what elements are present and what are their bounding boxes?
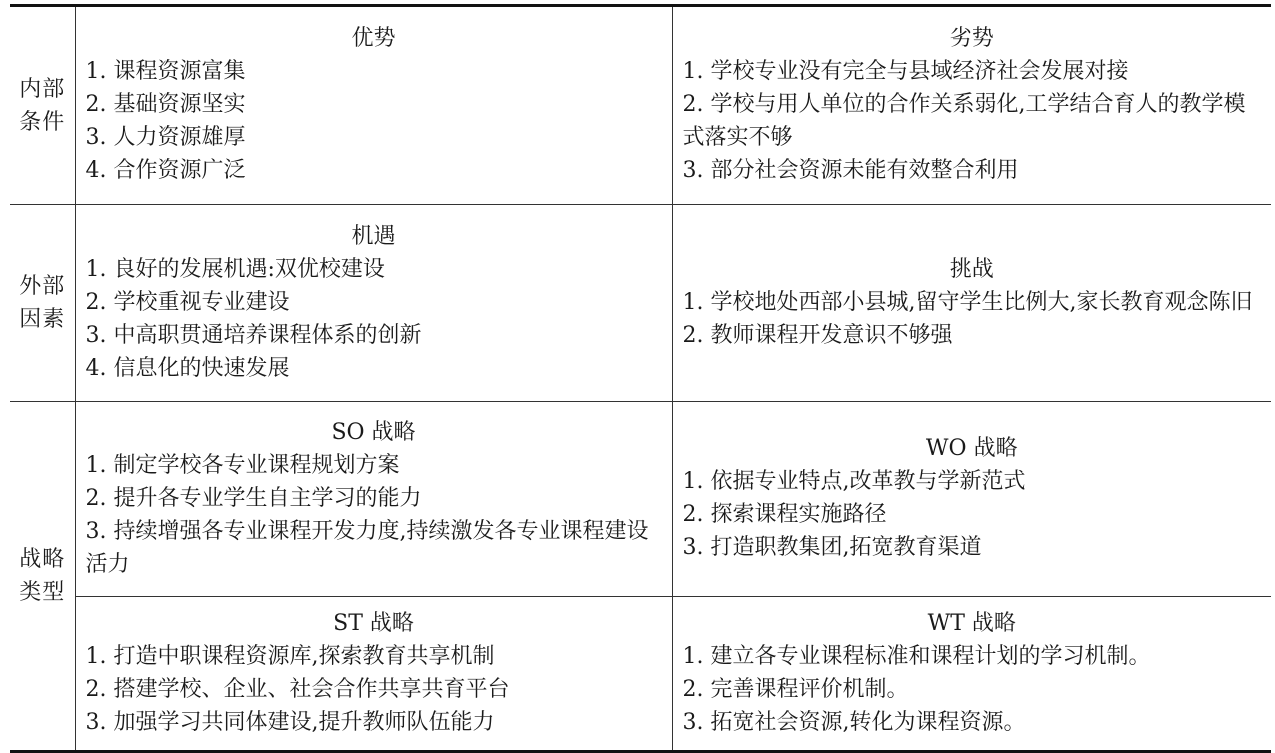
- row-header-line: 条件: [19, 109, 66, 135]
- list-item: 2. 学校重视专业建设: [85, 289, 290, 315]
- list-item: 3. 打造职教集团,拓宽教育渠道: [682, 535, 982, 560]
- cell-title-wo: WO 战略: [925, 436, 1018, 461]
- cell-threats: [672, 205, 1271, 402]
- list-item: 1. 课程资源富集: [85, 59, 246, 84]
- list-item: 2. 基础资源坚实: [85, 92, 246, 117]
- list-item: 2. 学校与用人单位的合作关系弱化,工学结合育人的教学模式落实不够: [682, 92, 1246, 150]
- list-item: 1. 依据专业特点,改革教与学新范式: [682, 469, 1026, 494]
- row-header-strategy: [10, 402, 75, 752]
- list-item: 2. 搭建学校、企业、社会合作共享共育平台: [85, 676, 510, 702]
- table-row-strategy-a: [10, 402, 1271, 597]
- list-item: 4. 信息化的快速发展: [85, 355, 290, 381]
- cell-wt-strategy: [672, 597, 1271, 752]
- row-header-line: 因素: [19, 307, 66, 332]
- row-header-line: 外部: [19, 274, 66, 299]
- list-item: 2. 提升各专业学生自主学习的能力: [85, 485, 422, 511]
- list-item: 1. 学校地处西部小县城,留守学生比例大,家长教育观念陈旧: [682, 289, 1253, 315]
- list-item: 1. 学校专业没有完全与县域经济社会发展对接: [682, 59, 1129, 84]
- table-row-strategy-b: [10, 597, 1271, 752]
- cell-strengths: [75, 6, 672, 205]
- row-header-line: 内部: [19, 76, 66, 102]
- cell-opportunities: [75, 205, 672, 402]
- row-header-line: 战略: [19, 547, 66, 572]
- list-item: 2. 教师课程开发意识不够强: [682, 322, 953, 348]
- list-item: 3. 加强学习共同体建设,提升教师队伍能力: [85, 709, 495, 735]
- cell-title-wt: WT 战略: [927, 610, 1016, 636]
- list-item: 1. 建立各专业课程标准和课程计划的学习机制。: [682, 643, 1151, 669]
- list-item: 2. 探索课程实施路径: [682, 502, 887, 527]
- list-item: 3. 部分社会资源未能有效整合利用: [682, 158, 1019, 183]
- cell-title-st: ST 战略: [333, 610, 414, 636]
- cell-title-opportunities: 机遇: [351, 223, 396, 249]
- cell-so-strategy: [75, 402, 672, 597]
- cell-wo-strategy: [672, 402, 1271, 597]
- row-header-external: [10, 205, 75, 402]
- cell-st-strategy: [75, 597, 672, 752]
- list-item: 1. 打造中职课程资源库,探索教育共享机制: [85, 643, 495, 669]
- cell-title-strengths: 优势: [351, 26, 396, 51]
- list-item: 3. 中高职贯通培养课程体系的创新: [85, 322, 422, 348]
- list-item: 4. 合作资源广泛: [85, 158, 246, 183]
- row-header-line: 类型: [19, 580, 66, 605]
- table-row-internal: [10, 6, 1271, 205]
- cell-title-so: SO 战略: [331, 419, 416, 445]
- row-header-internal: [10, 6, 75, 205]
- list-item: 3. 人力资源雄厚: [85, 125, 246, 150]
- cell-title-threats: 挑战: [949, 256, 994, 282]
- list-item: 3. 拓宽社会资源,转化为课程资源。: [682, 709, 1026, 735]
- list-item: 1. 良好的发展机遇:双优校建设: [85, 256, 385, 282]
- list-item: 3. 持续增强各专业课程开发力度,持续激发各专业课程建设活力: [85, 518, 649, 577]
- list-item: 2. 完善课程评价机制。: [682, 676, 909, 702]
- cell-weaknesses: [672, 6, 1271, 205]
- table-row-external: [10, 205, 1271, 402]
- cell-title-weaknesses: 劣势: [949, 26, 994, 51]
- list-item: 1. 制定学校各专业课程规划方案: [85, 452, 400, 478]
- swot-table: [10, 4, 1271, 753]
